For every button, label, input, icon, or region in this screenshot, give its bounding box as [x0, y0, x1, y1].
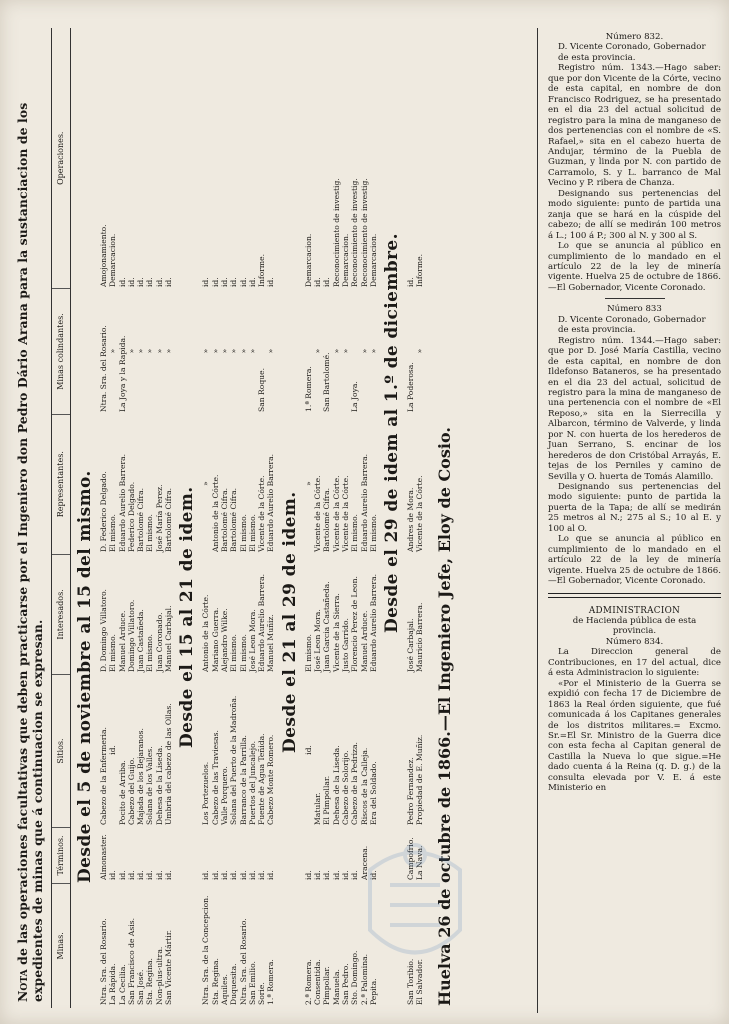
table-cell: San Vicente Mártir. — [164, 929, 174, 1005]
table-cell: id. — [229, 870, 239, 880]
table-cell: Non-plus-ultra. — [154, 946, 164, 1005]
table-cell: id. — [201, 870, 211, 880]
table-cell: El mismo. — [108, 514, 118, 552]
table-cell: Umbria del cabezo de las Ollas. — [164, 703, 174, 825]
section-1 — [99, 28, 173, 1008]
table-cell: id. — [303, 745, 313, 755]
table-cell: id. — [145, 870, 155, 880]
table-cell: Domingo Villatoro. — [126, 599, 136, 672]
table-cell: Pocito de Arriba. — [117, 760, 127, 825]
table-cell: id. — [108, 870, 118, 880]
table-cell: » — [126, 348, 136, 354]
table-cell: id. — [164, 870, 174, 880]
table-cell: San Francisco de Asis. — [126, 917, 136, 1005]
table-cell: Solana del Puerto de la Madroña. — [229, 695, 239, 825]
header-terminos: Términos. — [52, 827, 70, 883]
table-cell: La Joya. — [350, 381, 360, 412]
table-cell: » — [229, 348, 239, 354]
table-cell: id. — [126, 277, 136, 287]
table-cell: El mismo. — [238, 634, 248, 672]
table-cell: Ntra. Sra. de la Concepcion. — [201, 895, 211, 1005]
operations-table — [15, 28, 532, 1008]
table-cell: Eduardo Aurelio Barrera. — [368, 573, 378, 672]
table-cell: id. — [266, 870, 276, 880]
table-row — [332, 28, 341, 1008]
table-cell: » — [145, 348, 155, 354]
table-cell: id. — [219, 277, 229, 287]
table-cell: Cabezo Monte Romero. — [266, 734, 276, 825]
table-row — [304, 28, 313, 1008]
table-cell: Vicente de la Córte. — [257, 475, 267, 552]
table-cell: Informe. — [415, 253, 425, 287]
table-cell: id. — [247, 277, 257, 287]
table-cell: id. — [210, 870, 220, 880]
table-cell: Pepita. — [368, 978, 378, 1005]
table-cell: Pedro Fernandez. — [406, 757, 416, 825]
table-cell: El mismo. — [368, 514, 378, 552]
table-cell: » — [219, 348, 229, 354]
section-heading: Desde el 29 de idem al 1.º de diciembre. — [382, 233, 403, 633]
table-cell: » — [359, 348, 369, 354]
table-cell: Solana de los Valles. — [145, 746, 155, 825]
table-cell: El mismo. — [350, 514, 360, 552]
header-sitios: Sitios. — [52, 674, 70, 827]
notice-header: D. Vicente Coronado, Gobernador — [558, 314, 706, 325]
table-cell: Bartolomé Cifra. — [136, 487, 146, 552]
table-cell: 2.ª Romera. — [303, 959, 313, 1005]
table-cell: El mismo. — [108, 634, 118, 672]
table-cell: Eduardo Aurelio Barrera. — [359, 453, 369, 552]
table-cell: Antonio de la Córte. — [201, 594, 211, 672]
table-cell: 1.ª Romera. — [266, 959, 276, 1005]
table-cell: Reconocimiento de investig. — [350, 178, 360, 287]
table-cell: Antonio de la Córte. — [210, 474, 220, 552]
table-cell: id. — [368, 870, 378, 880]
table-cell: id. — [117, 277, 127, 287]
table-cell: Cabezo de la Pedriza. — [350, 742, 360, 825]
table-cell: Propiedad de E. Muñiz. — [415, 734, 425, 825]
table-row — [350, 28, 359, 1008]
table-cell: id. — [266, 277, 276, 287]
divider — [605, 298, 665, 299]
table-cell: Fuente de Agua Teñida. — [257, 733, 267, 825]
table-cell: id. — [219, 870, 229, 880]
table-cell: Juan Coronado. — [154, 612, 164, 672]
table-cell: San Toribio. — [406, 958, 416, 1005]
table-cell: Majada de los Bejaranos. — [136, 728, 146, 825]
table-cell: Federico Delgado. — [126, 481, 136, 552]
table-cell: Pimpollar. — [322, 966, 332, 1005]
column-divider — [537, 28, 538, 1013]
notice-number: Número 834. — [605, 636, 664, 647]
table-row — [211, 28, 220, 1008]
table-cell: » — [368, 348, 378, 354]
table-cell: id. — [154, 870, 164, 880]
table-row — [229, 28, 238, 1008]
section-heading: Desde el 21 al 29 de idem. — [279, 491, 300, 753]
table-cell: 2.ª Palomina. — [359, 953, 369, 1005]
table-cell: Sorie. — [257, 982, 267, 1005]
table-cell: » — [108, 348, 118, 354]
table-cell: id. — [313, 870, 323, 880]
notice-body: «Por el Ministerio de la Guerra se expidió con fecha 17 de Diciembre de 1863 la Real órden siguiente, que fué comunicada á los Capitanes generales de los distritos militares.= Excmo. Sr.=El Sr. Ministro de la Guerra dice con esta fecha al Capitan general de Castilla la Nueva lo que sigue.=He dado cuenta á la Reina (q. D. g.) de la consulta elevada por V. E. á este Ministerio en — [548, 678, 721, 794]
table-row — [164, 28, 173, 1008]
table-row — [99, 28, 108, 1008]
table-cell: Vicente de la Córte. — [340, 475, 350, 552]
table-row — [369, 28, 378, 1008]
table-row — [266, 28, 275, 1008]
table-title: Nota de las operaciones facultativas que deben practicarse por el Ingeniero don Pedro Dário Arana para la sustanciacion de los expedientes de minas que á continuacion se expresan. — [15, 102, 45, 1002]
table-cell: » — [210, 348, 220, 354]
table-cell: » — [266, 348, 276, 354]
table-cell: San José. — [136, 969, 146, 1005]
table-cell: Eduardo Aurelio Barrera. — [266, 453, 276, 552]
table-cell: Demarcacion. — [368, 233, 378, 287]
table-cell: El mismo. — [303, 634, 313, 672]
table-row — [322, 28, 331, 1008]
table-cell: » — [238, 348, 248, 354]
table-cell: José Leon Mora. — [247, 609, 257, 672]
table-cell: La Nava. — [415, 845, 425, 880]
table-cell: » — [164, 348, 174, 354]
notice-header: D. Vicente Coronado, Gobernador — [558, 42, 706, 53]
table-cell: Manuela. — [331, 969, 341, 1005]
table-cell: Reconocimiento de investig. — [331, 178, 341, 287]
table-footer-signature: Huelva 26 de octubre de 1866.—El Ingeniero Jefe, Eloy de Cosio. — [434, 427, 454, 1006]
admin-title: ADMINISTRACION — [588, 605, 681, 616]
table-cell: Cabezo de las Traviesas. — [210, 730, 220, 825]
table-cell: » — [415, 348, 425, 354]
table-cell: Bartolomé Cifra. — [229, 487, 239, 552]
notice-body: Registro núm. 1343.—Hago saber: que por don Vicente de la Córte, vecino de esta capital, en nombre de don Francisco Rodriguez, se ha presentado en el dia 23 del actual solicitud de registro para la mina de manganeso de dos pertenencias con el nombre de «S. Rafael,» sita en el cabezo huerta de Andujar, término de la Puebla de Guzman, y linda por N. con partido de Carramolo, S. y L. barranco de Mal Vecino y P. ribera de Chanza. — [548, 63, 721, 189]
table-row — [127, 28, 136, 1008]
table-cell: La Rápida. — [108, 963, 118, 1005]
table-row — [155, 28, 164, 1008]
table-row — [341, 28, 350, 1008]
header-minas-colindantes: Minas colindantes. — [52, 288, 70, 413]
section-4 — [406, 28, 425, 1008]
table-cell: Sto. Domingo. — [350, 950, 360, 1005]
table-row — [313, 28, 322, 1008]
table-cell: » — [303, 481, 313, 486]
table-cell: José Carbajal. — [406, 618, 416, 672]
table-cell: id. — [313, 277, 323, 287]
table-cell: Manuel Carbajal. — [164, 605, 174, 672]
table-cell: » — [340, 348, 350, 354]
table-cell: 1.ª Romera. — [303, 366, 313, 412]
table-cell: id. — [136, 277, 146, 287]
table-cell: » — [313, 348, 323, 354]
table-cell: La Joya y la Rapida. — [117, 335, 127, 412]
notice-body: Lo que se anuncia al público en cumplimiento de lo mandado en el artículo 22 de la ley de minería vigente. Huelva 25 de octubre de 1866.—El Gobernador, Vicente Coronado. — [548, 534, 721, 587]
double-divider — [548, 593, 721, 598]
table-cell: Ntra. Sra. del Rosario. — [99, 325, 108, 412]
section-3 — [304, 28, 378, 1008]
header-interesados: Interesados. — [52, 554, 70, 674]
table-cell: id. — [108, 745, 118, 755]
table-cell: Dehesa de la Liseda. — [154, 745, 164, 825]
notice-subheader: de esta provincia. — [558, 52, 636, 63]
table-cell: Vicente de la Córte. — [331, 475, 341, 552]
table-cell: id. — [117, 870, 127, 880]
table-cell: Vicente de la Córte. — [313, 475, 323, 552]
table-cell: » — [154, 348, 164, 354]
table-cell: Ntra. Sra. del Rosario. — [238, 918, 248, 1005]
table-cell: id. — [229, 277, 239, 287]
table-cell: Mauricio Barrera. — [415, 602, 425, 672]
table-cell: id. — [238, 277, 248, 287]
table-cell: Reconocimiento de investig. — [359, 178, 369, 287]
table-cell: Cabezo de la Enfermeria. — [99, 727, 108, 825]
table-cell: id. — [136, 870, 146, 880]
table-cell: Bartolomé Cifra. — [322, 487, 332, 552]
table-cell: San Bartolomé. — [322, 352, 332, 412]
header-minas: Minas. — [52, 883, 70, 1008]
table-cell: D. Federico Delgado. — [99, 471, 108, 552]
table-cell: » — [247, 348, 257, 354]
table-cell: La Poderosa. — [406, 362, 416, 412]
table-cell: Bartolomé Cifra. — [219, 487, 229, 552]
section-2 — [201, 28, 275, 1008]
notice-body: Designando sus pertenencias del modo siguiente: punto de partida la puerta de la Tapa; de allí se medirán 25 metros al N.; 275 al S.; 10 al E. y 100 al O. — [548, 482, 721, 534]
table-cell: Mariano Guerra. — [210, 607, 220, 672]
table-cell: Barranco de la Parrilla. — [238, 735, 248, 825]
table-cell: El mismo. — [238, 514, 248, 552]
table-row — [360, 28, 369, 1008]
table-cell: id. — [257, 870, 267, 880]
table-cell: id. — [247, 870, 257, 880]
table-row — [220, 28, 229, 1008]
table-cell: Manuel Arduce. — [117, 610, 127, 672]
table-cell: Eduardo Aurelio Barrera. — [117, 453, 127, 552]
table-cell: Demarcacion. — [340, 233, 350, 287]
table-cell: id. — [303, 870, 313, 880]
table-cell: id. — [154, 277, 164, 287]
table-cell: Sta. Regina. — [145, 958, 155, 1005]
notice-body: Registro núm. 1344.—Hago saber: que por D. José María Castilla, vecino de esta capital, en nombre de don Ildefonso Bataneros, se ha presentado en el dia 23 del actual, solicitud de registro para la mina de manganeso de una pertenencia con el nombre de «El Reposo,» sita en la Sierrecilla y Albarcon, término de Valverde, y linda por N. con huerta de los herederos de Juan Serrano, S. encinar de los herederos de don Cristóbal Arrayás, E. tejas de los Perniles y camino de Sevilla y O. huerta de Tomás Alamillo. — [548, 335, 721, 482]
table-cell: id. — [238, 870, 248, 880]
section-heading: Desde el 15 al 21 de idem. — [177, 486, 198, 748]
table-cell: Vicente de la Córte. — [415, 475, 425, 552]
table-row — [239, 28, 248, 1008]
table-row — [406, 28, 415, 1008]
table-cell: Eduardo Aurelio Barrera. — [257, 573, 267, 672]
table-cell: id. — [126, 870, 136, 880]
table-cell: » — [136, 348, 146, 354]
table-cell: José Leon Mora. — [313, 609, 323, 672]
table-cell: Aracena. — [359, 845, 369, 880]
table-cell: id. — [406, 277, 416, 287]
table-cell: Demarcacion. — [303, 233, 313, 287]
table-cell: San Roque. — [257, 368, 267, 412]
table-cell: » — [331, 348, 341, 354]
table-cell: Sta. Regina. — [210, 958, 220, 1005]
table-row — [248, 28, 257, 1008]
table-cell: El Salvador. — [415, 958, 425, 1005]
table-cell: Cabezo de Solorijo. — [340, 750, 350, 825]
table-row — [257, 28, 266, 1008]
notice-number: Número 833 — [607, 304, 662, 315]
notice-body: Designando sus pertenencias del modo siguiente: punto de partida una zanja que se hará en la cúspide del cabezo; de allí se medirán 100 metros á L.; 100 á P.; 300 al N. y 300 al S. — [548, 188, 721, 241]
table-cell: Aquiles. — [219, 974, 229, 1005]
table-cell: id. — [210, 277, 220, 287]
table-cell: Manuel Arduce. — [359, 610, 369, 672]
table-cell: La Cecilia. — [117, 964, 127, 1005]
table-cell: José María Perez. — [154, 484, 164, 552]
table-cell: El Pimpollar. — [322, 775, 332, 825]
table-cell: Alejandro Wilke. — [219, 608, 229, 672]
notice-subheader: de esta provincia. — [558, 325, 636, 336]
table-cell: Demarcacion. — [108, 233, 118, 287]
admin-subtitle: provincia. — [612, 626, 657, 637]
table-cell: Juan Garcia Castañeda. — [322, 581, 332, 672]
table-cell: Justo Garrido. — [340, 618, 350, 672]
table-row — [201, 28, 210, 1008]
notice-number: Número 832. — [605, 32, 664, 42]
admin-subtitle: de Hacienda pública de esta — [572, 616, 697, 627]
table-cell: Florencio Perez de Leon. — [350, 576, 360, 672]
table-cell: id. — [145, 277, 155, 287]
table-cell: Consentida. — [313, 959, 323, 1005]
header-operaciones: Operaciones. — [56, 131, 65, 185]
notice-body: La Direccion general de Contribuciones, en 17 del actual, dice á esta Administracion lo siguiente: — [548, 647, 721, 679]
table-cell: El mismo. — [145, 514, 155, 552]
table-row — [145, 28, 154, 1008]
notice-body: Lo que se anuncia al público en cumplimiento de lo mandado en el artículo 22 de la ley de minería vigente. Huelva 25 de octubre de 1866.—El Gobernador, Vicente Coronado. — [548, 241, 721, 293]
table-cell: El mismo. — [247, 514, 257, 552]
table-cell: Manuel Muñiz. — [266, 614, 276, 672]
table-cell: Informe. — [257, 253, 267, 287]
right-column — [548, 32, 721, 794]
table-cell: Andres de Mora. — [406, 487, 416, 552]
table-cell: Ntra. Sra. del Rosario. — [99, 918, 108, 1005]
table-cell: id. — [322, 870, 332, 880]
table-cell: El mismo. — [145, 634, 155, 672]
table-cell: Puertos del Juncalejo. — [247, 741, 257, 825]
table-cell: id. — [350, 870, 360, 880]
table-cell: » — [201, 348, 211, 354]
table-cell: D. Domingo Villatoro. — [99, 589, 108, 672]
header-representantes: Representantes. — [52, 414, 70, 554]
table-cell: Dehesa de la Liseda. — [331, 745, 341, 825]
table-cell: Campofrio. — [406, 837, 416, 880]
table-cell: Era del Soldado. — [368, 761, 378, 825]
table-row — [415, 28, 424, 1008]
table-cell: » — [201, 481, 211, 486]
table-cell: id. — [340, 870, 350, 880]
table-cell: San Emilio. — [247, 961, 257, 1005]
table-cell: Riscos de la Calleja. — [359, 747, 369, 825]
table-cell: El mismo. — [229, 634, 239, 672]
table-cell: Los Portezuelos. — [201, 761, 211, 825]
table-row — [118, 28, 127, 1008]
table-cell: Valle Porquero. — [219, 766, 229, 825]
section-heading: Desde el 5 de noviembre al 15 del mismo. — [75, 470, 95, 883]
table-cell: Cabezo del Guijo. — [126, 757, 136, 825]
table-cell: Almonaster. — [99, 834, 108, 880]
table-cell: Juan Castañeda. — [136, 609, 146, 672]
table-cell: id. — [164, 277, 174, 287]
table-header — [51, 28, 71, 1008]
table-row — [136, 28, 145, 1008]
table-cell: id. — [331, 870, 341, 880]
table-row — [108, 28, 117, 1008]
table-cell: Bartolomé Cifra. — [164, 487, 174, 552]
table-cell: id. — [201, 277, 211, 287]
table-cell: Matular. — [313, 792, 323, 825]
table-cell: Amojonamiento. — [99, 224, 108, 287]
table-cell: Duquesita. — [229, 963, 239, 1005]
table-cell: Vicente de la Sierra. — [331, 593, 341, 672]
table-cell: San Pedro. — [340, 963, 350, 1005]
table-cell: id. — [322, 277, 332, 287]
